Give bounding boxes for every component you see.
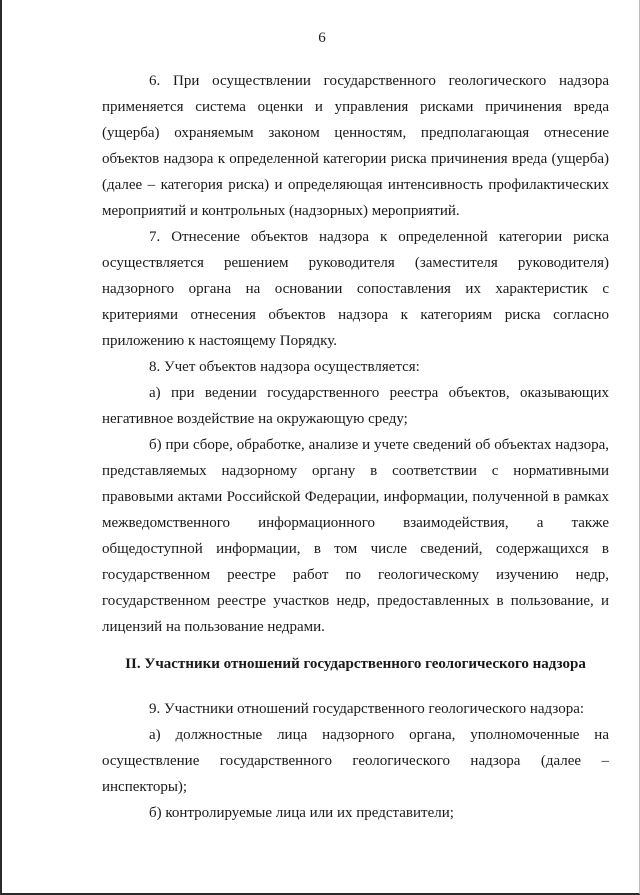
paragraph-9a: а) должностные лица надзорного органа, уполномоченные на осуществление государственного геологического надзора (далее – инспекторы); [102, 727, 609, 795]
section-heading: II. Участники отношений государственного геологического надзора [125, 656, 586, 672]
paragraph-7: 7. Отнесение объектов надзора к определенной категории риска осуществляется решением руководителя (заместителя руководителя) надзорного органа на основании сопоставления их характеристик с критериями отнесения объектов надзора к категориям риска согласно приложению к настоящему Порядку. [102, 229, 609, 349]
paragraph-9: 9. Участники отношений государственного геологического надзора: [149, 701, 585, 717]
paragraph-8b: б) при сборе, обработке, анализе и учете сведений об объектах надзора, представляемых надзорному органу в соответствии с нормативными правовыми актами Российской Федерации, информации, полученной в рамках межведомственного информационного взаимодействия, а также общедоступной информации, в том числе сведений, содержащихся в государственном реестре работ по геологическому изучению недр, государственном реестре участков недр, предоставленных в пользование, и лицензий на пользование недрами. [102, 437, 609, 635]
document-body [102, 68, 609, 826]
paragraph-9b: б) контролируемые лица или их представители; [149, 805, 454, 821]
page-number: 6 [318, 30, 326, 46]
paragraph-8a: а) при ведении государственного реестра объектов, оказывающих негативное воздействие на окружающую среду; [102, 385, 609, 427]
paragraph-8: 8. Учет объектов надзора осуществляется: [149, 359, 420, 375]
paragraph-6: 6. При осуществлении государственного геологического надзора применяется система оценки и управления рисками причинения вреда (ущерба) охраняемым законом ценностям, предполагающая отнесение объектов надзора к определенной категории риска причинения вреда (ущерба) (далее – категория риска) и определяющая интенсивность профилактических мероприятий и контрольных (надзорных) мероприятий. [102, 73, 609, 219]
